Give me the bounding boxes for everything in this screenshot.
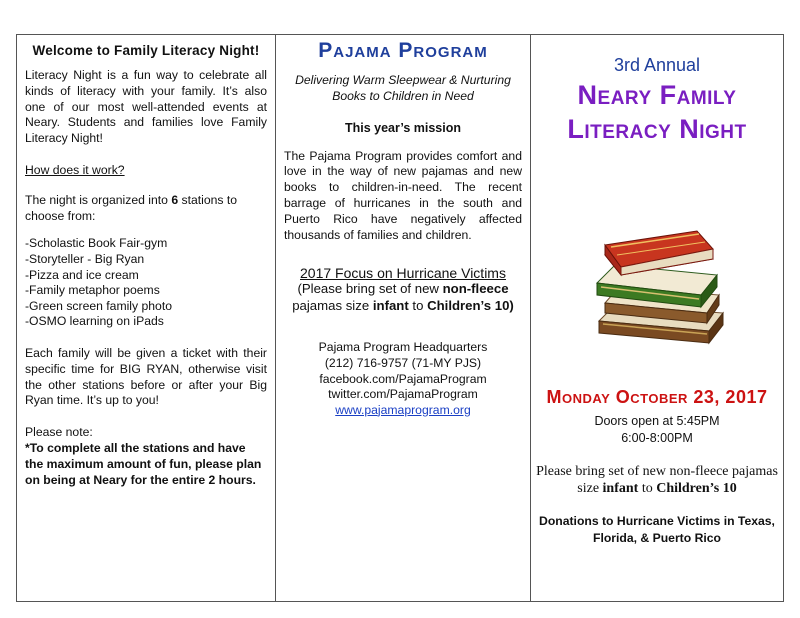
left-panel xyxy=(16,34,276,602)
annual-label: 3rd Annual xyxy=(613,55,701,75)
book-red xyxy=(605,231,713,275)
list-item: -OSMO learning on iPads xyxy=(25,314,164,329)
ticket-paragraph: Each family will be given a ticket with their specific time for BIG RYAN, otherwise visit the other stations before or after your Big Ryan time. It’s up to you! xyxy=(25,345,267,408)
note-body: *To complete all the stations and have the maximum amount of fun, please plan on being at Neary for the entire 2 hours. xyxy=(25,440,262,487)
stations-list xyxy=(25,236,267,330)
welcome-title: Welcome to Family Literacy Night! xyxy=(32,43,260,58)
event-title: Neary Family Literacy Night xyxy=(567,80,747,144)
hq-facebook: facebook.com/PajamaProgram xyxy=(319,371,487,386)
note-heading: Please note: xyxy=(25,425,93,440)
organized-paragraph: The night is organized into 6 stations to choose from: xyxy=(25,192,238,223)
middle-panel xyxy=(275,34,531,602)
list-item: -Scholastic Book Fair-gym xyxy=(25,236,168,251)
event-times: Doors open at 5:45PM 6:00-8:00PM xyxy=(594,414,720,445)
headquarters-info xyxy=(284,340,522,418)
focus-heading: 2017 Focus on Hurricane Victims xyxy=(300,265,506,282)
event-date: Monday October 23, 2017 xyxy=(546,387,768,407)
list-item: -Storyteller - Big Ryan xyxy=(25,251,145,266)
list-item: -Green screen family photo xyxy=(25,298,172,313)
intro-paragraph: Literacy Night is a fun way to celebrate all kinds of literacy with your family. It’s also one of our most well-attended events at Neary. Students and families love Family Literacy Night! xyxy=(25,68,267,146)
bring-request: (Please bring set of new non-fleece pajamas size infant to Children’s 10) xyxy=(292,281,514,313)
how-heading: How does it work? xyxy=(25,162,125,177)
website-link[interactable]: www.pajamaprogram.org xyxy=(335,402,471,417)
hq-twitter: twitter.com/PajamaProgram xyxy=(328,387,478,402)
hq-name: Pajama Program Headquarters xyxy=(318,340,488,355)
donations-note: Donations to Hurricane Victims in Texas, Florida, & Puerto Rico xyxy=(539,514,775,545)
hq-phone: (212) 716-9757 (71-MY PJS) xyxy=(324,355,482,370)
mission-heading: This year’s mission xyxy=(344,120,462,135)
tagline: Delivering Warm Sleepwear & Nurturing Books to Children in Need xyxy=(295,73,511,103)
list-item: -Pizza and ice cream xyxy=(25,267,139,282)
bring-request-right: Please bring set of new non-fleece pajamas size infant to Children’s 10 xyxy=(536,464,778,496)
pajama-program-title: Pajama Program xyxy=(318,39,488,62)
books-icon xyxy=(591,203,731,353)
right-panel xyxy=(530,34,784,602)
list-item: -Family metaphor poems xyxy=(25,283,160,298)
mission-paragraph: The Pajama Program provides comfort and love in the way of new pajamas and new books to children-in-need. The recent barrage of hurricanes in the south and Puerto Rico have negatively affected thousands of families and children. xyxy=(284,148,522,242)
